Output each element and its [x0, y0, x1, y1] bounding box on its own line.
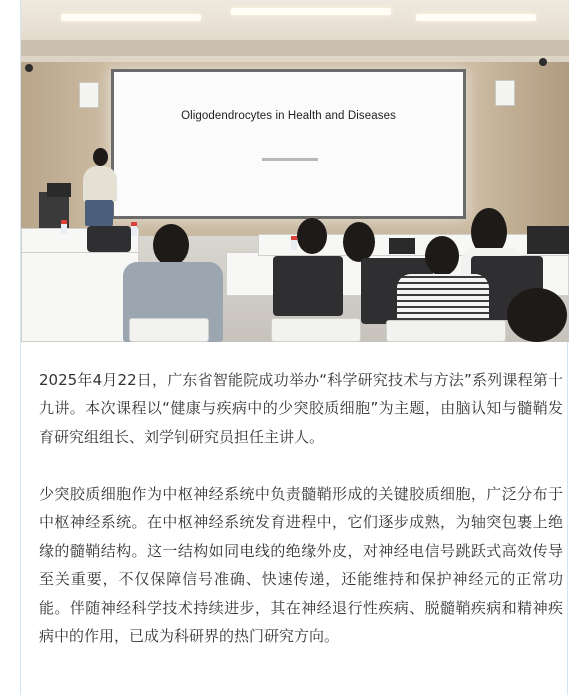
chair	[273, 256, 343, 316]
chair	[271, 318, 361, 342]
laptop	[527, 226, 569, 254]
water-bottle	[131, 222, 137, 236]
presenter-pants	[85, 200, 113, 226]
wall-speaker	[79, 82, 99, 108]
presenter-shirt	[83, 166, 117, 202]
chair	[87, 226, 131, 252]
attendee-head	[297, 218, 327, 254]
ceiling-light	[231, 8, 391, 15]
lecture-photo	[21, 0, 569, 342]
wall-speaker	[495, 80, 515, 106]
attendee-head	[425, 236, 459, 276]
projection-screen	[111, 69, 466, 219]
slide-title: Oligodendrocytes in Health and Diseases	[181, 110, 396, 122]
desk	[21, 252, 139, 342]
chair	[129, 318, 209, 342]
camera-icon	[539, 58, 547, 66]
laptop	[389, 238, 415, 254]
article-container	[20, 0, 568, 695]
slide-subtitle-line	[262, 158, 318, 161]
article-paragraph: 2025年4月22日，广东省智能院成功举办“科学研究技术与方法”系列课程第十九讲。本次课程以“健康与疾病中的少突胶质细胞”为主题，由脑认知与髓鞘发育研究组组长、刘学钊研究员担任主讲人。	[39, 371, 563, 446]
water-bottle	[291, 236, 297, 250]
article-paragraph: 少突胶质细胞作为中枢神经系统中负责髓鞘形成的关键胶质细胞，广泛分布于中枢神经系统。在中枢神经系统发育进程中，它们逐步成熟，为轴突包裹上绝缘的髓鞘结构。这一结构如同电线的绝缘外皮，对神经电信号跳跃式高效传导至关重要，不仅保障信号准确、快速传递，还能维持和保护神经元的正常功能。伴随神经科学技术持续进步，其在神经退行性疾病、脱髓鞘疾病和精神疾病中的作用，已成为科研界的热门研究方向。	[39, 485, 563, 646]
water-bottle	[61, 220, 67, 234]
ceiling-beam	[21, 40, 569, 56]
chair	[386, 320, 506, 342]
attendee-head	[507, 288, 567, 342]
attendee-head	[343, 222, 375, 262]
laptop	[47, 183, 71, 197]
ceiling-light	[416, 14, 536, 21]
presenter-head	[93, 148, 108, 166]
attendee-head	[153, 224, 189, 266]
ceiling-light	[61, 14, 201, 21]
camera-icon	[25, 64, 33, 72]
